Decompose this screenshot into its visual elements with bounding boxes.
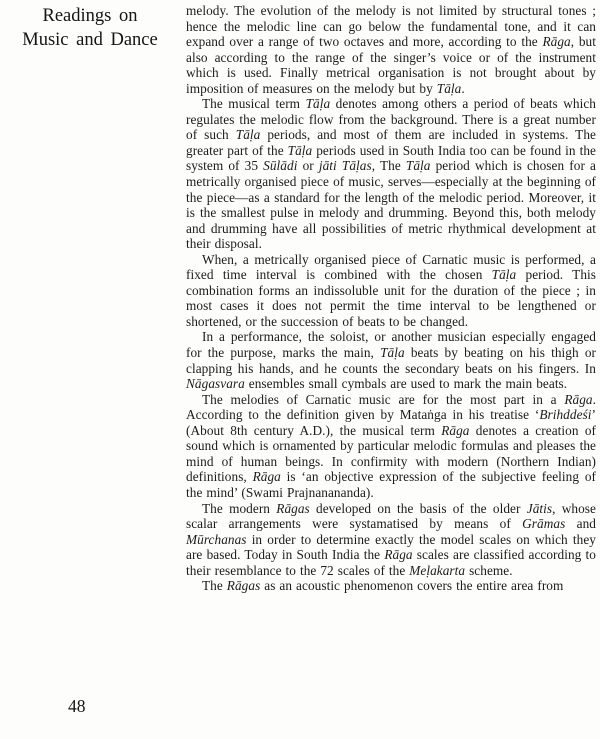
book-title-line2: Music and Dance [22,29,158,50]
body-text: The modern [202,500,277,516]
book-title-line1: Readings on [42,6,138,26]
italic-term: Tāḷa [380,345,405,361]
body-text: scheme. [465,562,513,578]
body-text: In a performance, the soloist, or another musician especially engaged for the purpose, marks the main, [186,329,596,361]
paragraph [186,329,596,391]
body-text: period which is chosen for a metrically organised piece of music, serves—especially at the beginning of the piece—as a standard for the length of the melodic period. Moreover, it is the smallest pulse in melody and drumming. Beyond this, both melody and drumming have all possibilities of metric rhythmical development at their disposal. [186,158,596,252]
body-text: ’ (About 8th century A.D.), the musical term [186,407,596,438]
body-text: periods, and most of them are included in systems. The greater part of the [186,127,596,158]
body-text: is ‘an objective expression of the subjective feeling of the mind’ (Swami Prajnanananda). [186,469,596,500]
italic-term: Tāḷa [287,142,313,158]
text-column [186,3,596,594]
italic-term: Brihddeśi [539,407,592,423]
italic-term: Rāga [384,547,413,563]
italic-term: jāti Tāḷas [318,158,372,174]
body-text: and [565,516,596,532]
body-text: The musical term [202,96,306,112]
body-text: scales are classified according to their resemblance to the 72 scales of the [186,547,596,578]
italic-term: Tāḷa [436,80,462,96]
italic-term: Tāḷa [305,96,331,112]
paragraph [186,3,596,96]
body-text: ensembles small cymbals are used to mark the main beats. [244,376,568,392]
body-text: developed on the basis of the older [309,500,527,516]
body-text: . [461,80,465,96]
italic-term: Rāga [542,34,571,50]
italic-term: Rāga [441,422,470,438]
body-text: or [297,158,319,174]
body-text: When, a metrically organised piece of Carnatic music is performed, a fixed time interval is combined with the chosen [186,251,596,283]
paragraph [186,578,596,594]
italic-term: Tāḷa [491,267,517,283]
italic-term: Grāmas [522,516,566,532]
body-text: , but also according to the range of the singer’s voice or of the instrument which is used. Finally metrical organisation is not brought about by imposition of measures on the melody but by [186,34,596,96]
italic-term: Rāgas [276,500,310,516]
body-text: periods used in South India too can be found in the system of 35 [186,142,596,174]
italic-term: Nāgasvara [186,376,245,392]
page-number: 48 [68,696,86,716]
body-text: beats by beating on his thigh or clapping his hands, and he counts the secondary beats on his fingers. In [186,345,596,376]
body-text: period. This combination forms an indissoluble unit for the duration of the piece ; in most cases it does not permit the time interval to be lengthened or shortened, or the succession of beats to be changed. [186,267,596,329]
italic-term: Meḷakarta [409,562,466,578]
italic-term: Rāga [564,391,593,407]
paragraph [186,96,596,251]
italic-term: Tāḷa [405,158,431,174]
body-text: , The [371,158,406,174]
body-text: , whose scalar arrangements were systamatised by means of [186,500,596,532]
body-text: . According to the definition given by Mataṅga in his treatise ‘ [186,391,596,423]
body-text: The [202,578,227,594]
paragraph [186,392,596,501]
body-text: denotes a creation of sound which is ornamented by particular melodic formulas and pleases the mind of human beings. In confirmity with modern (Northern Indian) definitions, [186,422,596,485]
body-text: The melodies of Carnatic music are for the most part in a [202,391,565,407]
italic-term: Rāgas [226,578,261,594]
italic-term: Sūlādi [263,158,298,174]
paragraph [186,501,596,579]
italic-term: Rāga [252,469,281,485]
italic-term: Tāḷa [235,127,261,143]
italic-term: Jātis [526,500,553,516]
body-text: melody. The evolution of the melody is not limited by structural tones ; hence the melodic line can go below the fundamental tone, and it can expand over a range of two octaves and more, according to the [186,3,596,50]
paragraph [186,252,596,330]
body-text: denotes among others a period of beats which regulates the melodic flow from the background. There is a great number of such [186,96,596,143]
body-text: as an acoustic phenomenon covers the entire area from [260,578,564,594]
body-text: in order to determine exactly the model scales on which they are based. Today in South India the [186,531,596,563]
book-title [4,5,176,52]
italic-term: Mūrchanas [186,531,247,547]
